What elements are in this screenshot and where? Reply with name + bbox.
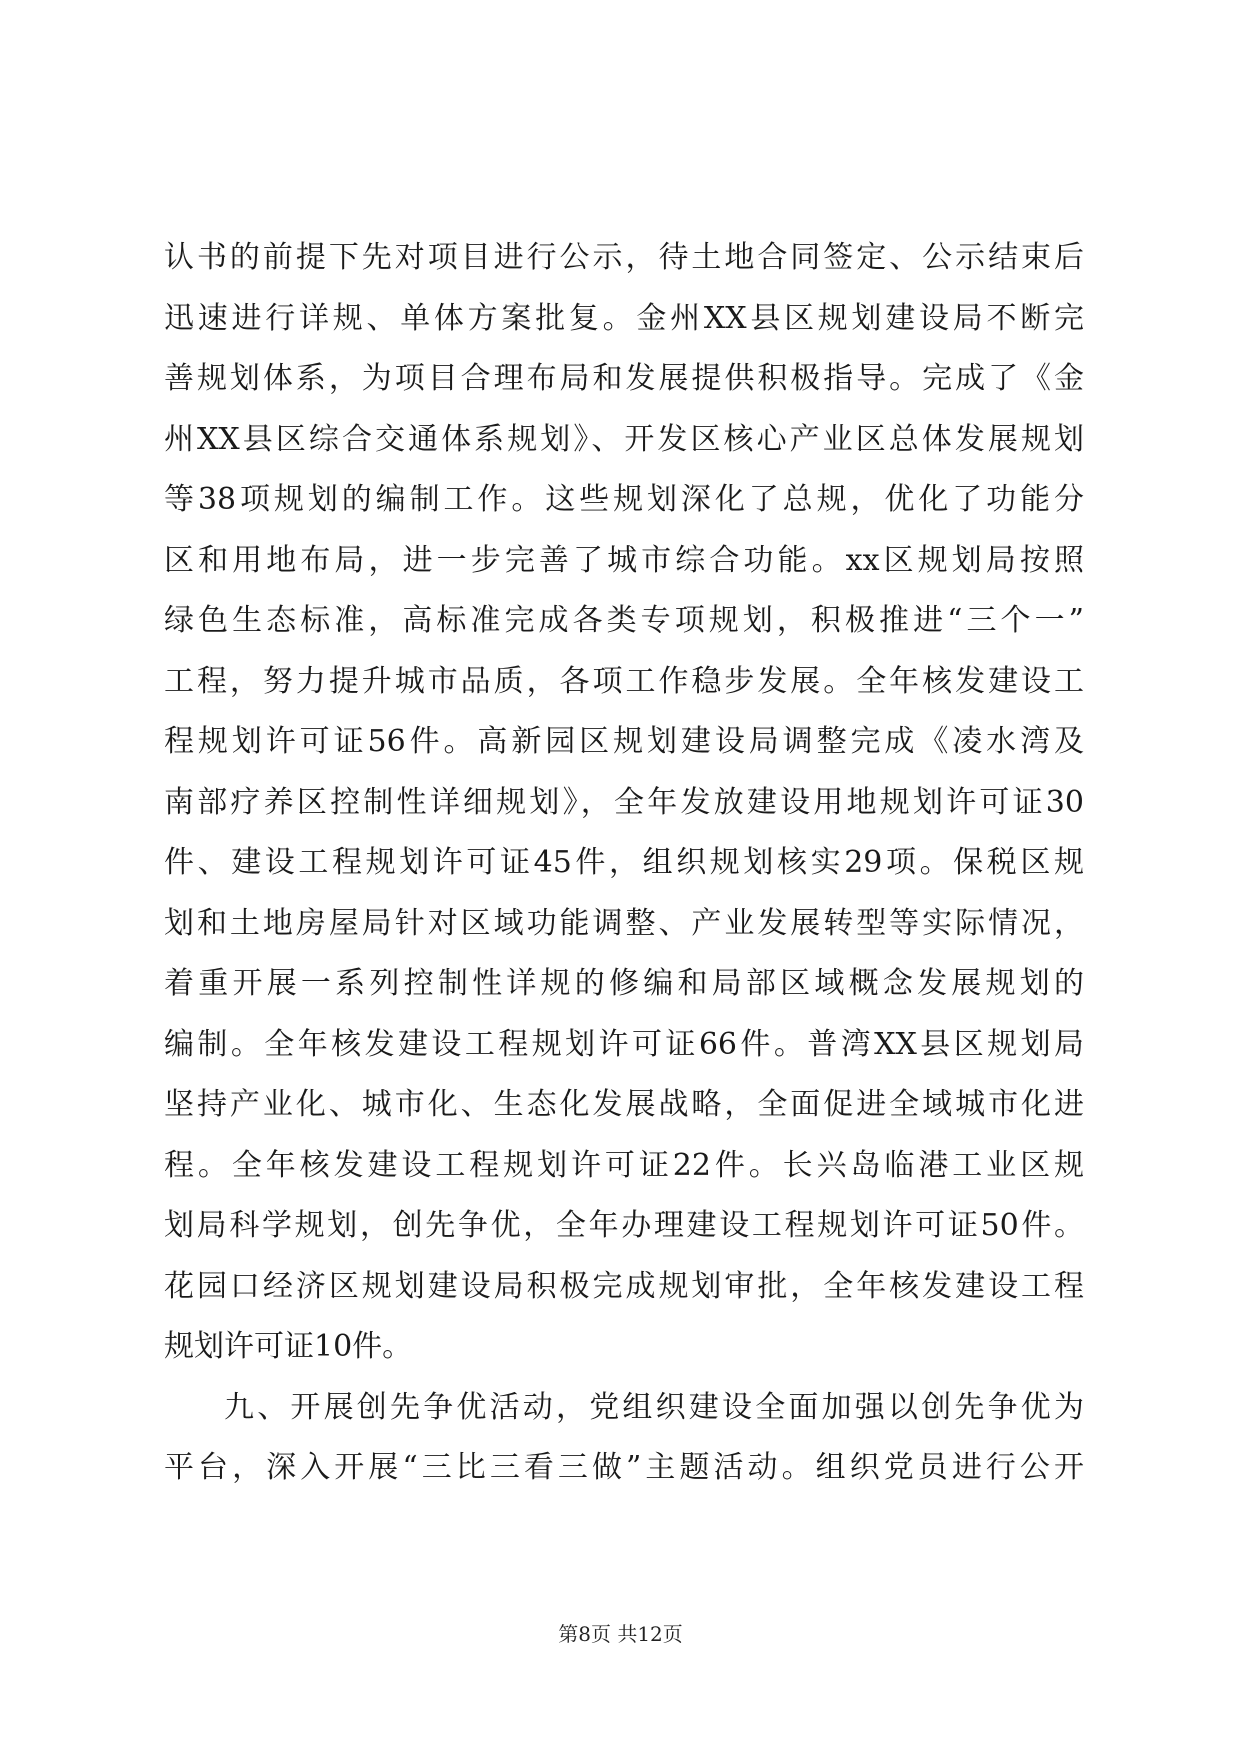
text-line: 认书的前提下先对项目进行公示，待土地合同签定、公示结束后	[164, 240, 1084, 275]
text-line: 迅速进行详规、单体方案批复。金州XX县区规划建设局不断完	[164, 300, 1084, 336]
text-line: 善规划体系，为项目合理布局和发展提供积极指导。完成了《金	[164, 361, 1084, 396]
text-line: 件、建设工程规划许可证45件，组织规划核实29项。保税区规	[164, 845, 1084, 880]
text-line: 坚持产业化、城市化、生态化发展战略，全面促进全域城市化进	[164, 1087, 1084, 1122]
text-line: 花园口经济区规划建设局积极完成规划审批，全年核发建设工程	[164, 1268, 1084, 1304]
page-number-footer: 第8页 共12页	[558, 1622, 683, 1646]
text-line: 平台，深入开展“三比三看三做”主题活动。组织党员进行公开	[164, 1450, 1084, 1485]
text-line: 程规划许可证56件。高新园区规划建设局调整完成《凌水湾及	[164, 724, 1084, 759]
text-line: 州XX县区综合交通体系规划》、开发区核心产业区总体发展规划	[164, 421, 1084, 457]
paragraph-planning	[164, 228, 1084, 1378]
text-line: 划和土地房屋局针对区域功能调整、产业发展转型等实际情况，	[164, 905, 1084, 941]
text-line: 规划许可证10件。	[164, 1329, 413, 1364]
text-line: 九、开展创先争优活动，党组织建设全面加强以创先争优为	[224, 1389, 1084, 1425]
text-line: 南部疗养区控制性详细规划》，全年发放建设用地规划许可证30	[164, 784, 1084, 820]
paragraph-party-building	[164, 1378, 1084, 1499]
text-line: 编制。全年核发建设工程规划许可证66件。普湾XX县区规划局	[164, 1026, 1084, 1062]
text-line: 工程，努力提升城市品质，各项工作稳步发展。全年核发建设工	[164, 663, 1084, 699]
text-line: 划局科学规划，创先争优，全年办理建设工程规划许可证50件。	[164, 1208, 1084, 1243]
text-line: 绿色生态标准，高标准完成各类专项规划，积极推进“三个一”	[164, 603, 1084, 638]
text-line: 区和用地布局，进一步完善了城市综合功能。xx区规划局按照	[164, 542, 1084, 578]
body-text	[164, 228, 1084, 1499]
text-line: 等38项规划的编制工作。这些规划深化了总规，优化了功能分	[164, 482, 1084, 517]
text-line: 着重开展一系列控制性详规的修编和局部区域概念发展规划的	[164, 966, 1084, 1001]
text-line: 程。全年核发建设工程规划许可证22件。长兴岛临港工业区规	[164, 1147, 1084, 1183]
